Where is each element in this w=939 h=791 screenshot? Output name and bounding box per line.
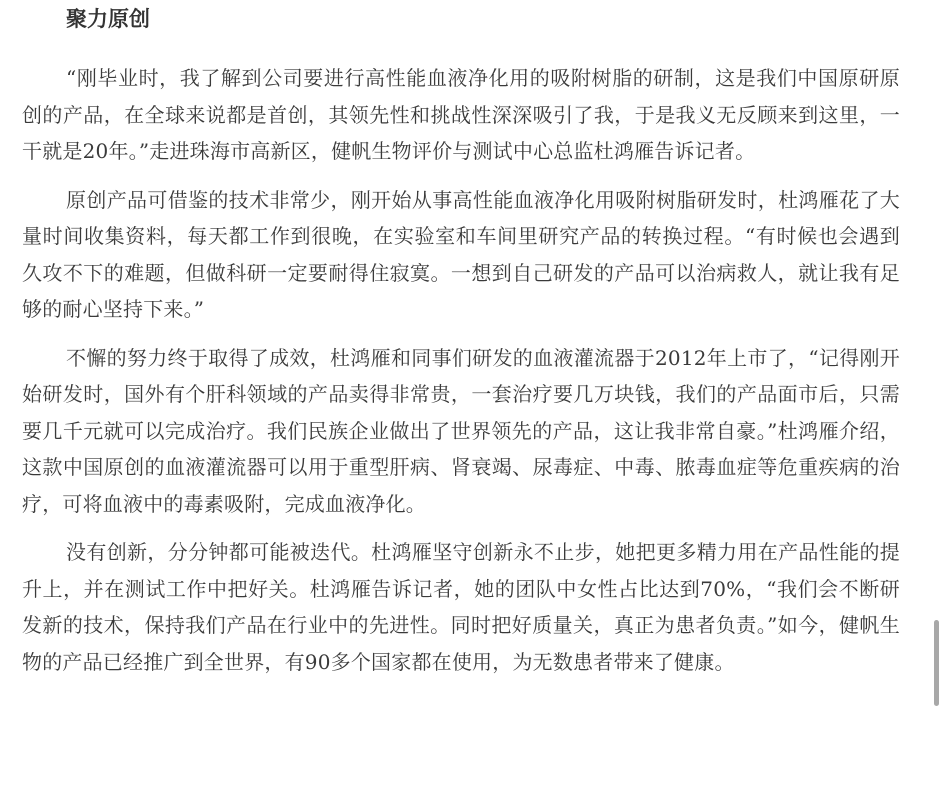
article-paragraph: 没有创新，分分钟都可能被迭代。杜鸿雁坚守创新永不止步，她把更多精力用在产品性能的提升上，并在测试工作中把好关。杜鸿雁告诉记者，她的团队中女性占比达到70%，“我们会不断研发新的技术，保持我们产品在行业中的先进性。同时把好质量关，真正为患者负责。”如今，健帆生物的产品已经推广到全世界，有90多个国家都在使用，为无数患者带来了健康。 [22,540,900,674]
section-heading: 聚力原创 [66,7,150,31]
article [22,0,900,680]
article-paragraph: 不懈的努力终于取得了成效，杜鸿雁和同事们研发的血液灌流器于2012年上市了，“记得刚开始研发时，国外有个肝科领域的产品卖得非常贵，一套治疗要几万块钱，我们的产品面市后，只需要几千元就可以完成治疗。我们民族企业做出了世界领先的产品，这让我非常自豪。”杜鸿雁介绍，这款中国原创的血液灌流器可以用于重型肝病、肾衰竭、尿毒症、中毒、脓毒血症等危重疾病的治疗，可将血液中的毒素吸附，完成血液净化。 [22,345,900,516]
article-paragraph: “刚毕业时，我了解到公司要进行高性能血液净化用的吸附树脂的研制，这是我们中国原研原创的产品，在全球来说都是首创，其领先性和挑战性深深吸引了我，于是我义无反顾来到这里，一干就是20年。”走进珠海市高新区，健帆生物评价与测试中心总监杜鸿雁告诉记者。 [22,66,900,163]
article-paragraph: 原创产品可借鉴的技术非常少，刚开始从事高性能血液净化用吸附树脂研发时，杜鸿雁花了大量时间收集资料，每天都工作到很晚，在实验室和车间里研究产品的转换过程。“有时候也会遇到久攻不下的难题，但做科研一定要耐得住寂寞。一想到自己研发的产品可以治病救人，就让我有足够的耐心坚持下来。” [22,187,900,321]
scrollbar-thumb[interactable] [934,620,939,706]
vertical-scrollbar[interactable] [931,0,939,791]
